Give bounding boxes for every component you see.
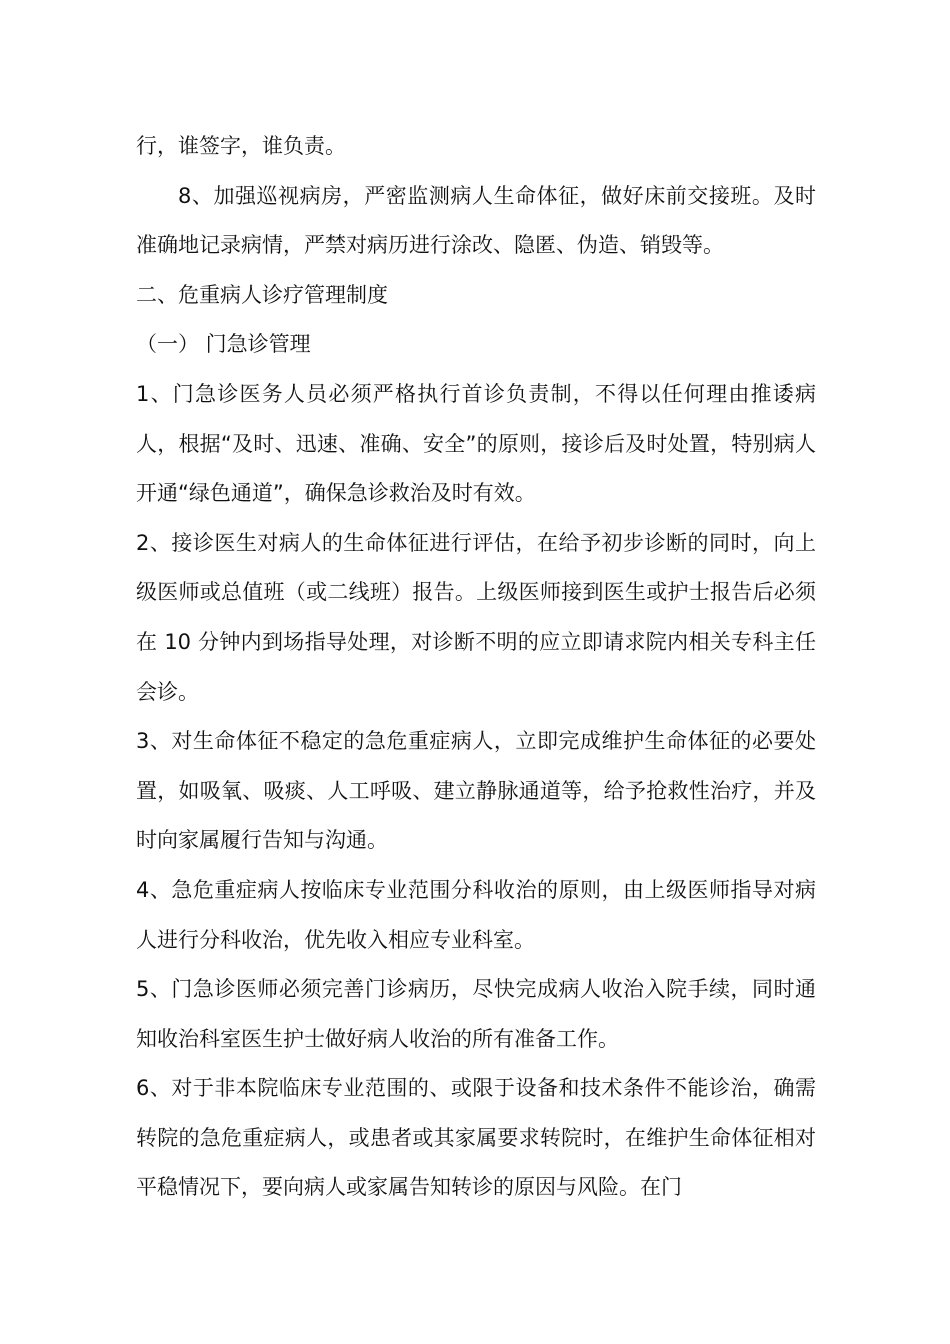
paragraph-item-1: 1、门急诊医务人员必须严格执行首诊负责制，不得以任何理由推诿病人，根据“及时、迅速、准确、安全”的原则，接诊后及时处置，特别病人开通“绿色通道”，确保急诊救治及时有效。 (136, 381, 816, 506)
section-heading: 二、危重病人诊疗管理制度 (136, 282, 388, 307)
document-body (136, 122, 816, 1213)
paragraph-item-5: 5、门急诊医师必须完善门诊病历，尽快完成病人收治入院手续，同时通知收治科室医生护士做好病人收治的所有准备工作。 (136, 977, 816, 1051)
paragraph-item-4: 4、急危重症病人按临床专业范围分科收治的原则，由上级医师指导对病人进行分科收治，优先收入相应专业科室。 (136, 877, 816, 952)
paragraph-continuation: 行，谁签字，谁负责。 (136, 134, 346, 158)
subsection-heading: （一） 门急诊管理 (136, 332, 311, 357)
paragraph-item-6: 6、对于非本院临床专业范围的、或限于设备和技术条件不能诊治，确需转院的急危重症病人，或患者或其家属要求转院时，在维护生命体征相对平稳情况下，要向病人或家属告知转诊的原因与风险。在门 (136, 1076, 816, 1200)
paragraph-item-3: 3、对生命体征不稳定的急危重症病人，立即完成维护生命体征的必要处置，如吸氧、吸痰、人工呼吸、建立静脉通道等，给予抢救性治疗，并及时向家属履行告知与沟通。 (136, 729, 816, 853)
paragraph-item-8: 8、加强巡视病房，严密监测病人生命体征，做好床前交接班。及时准确地记录病情，严禁对病历进行涂改、隐匿、伪造、销毁等。 (136, 183, 816, 258)
paragraph-item-2: 2、接诊医生对病人的生命体征进行评估，在给予初步诊断的同时，向上级医师或总值班（或二线班）报告。上级医师接到医生或护士报告后必须在 10 分钟内到场指导处理，对诊断不明的应立即请求院内相关专科主任会诊。 (136, 530, 816, 704)
